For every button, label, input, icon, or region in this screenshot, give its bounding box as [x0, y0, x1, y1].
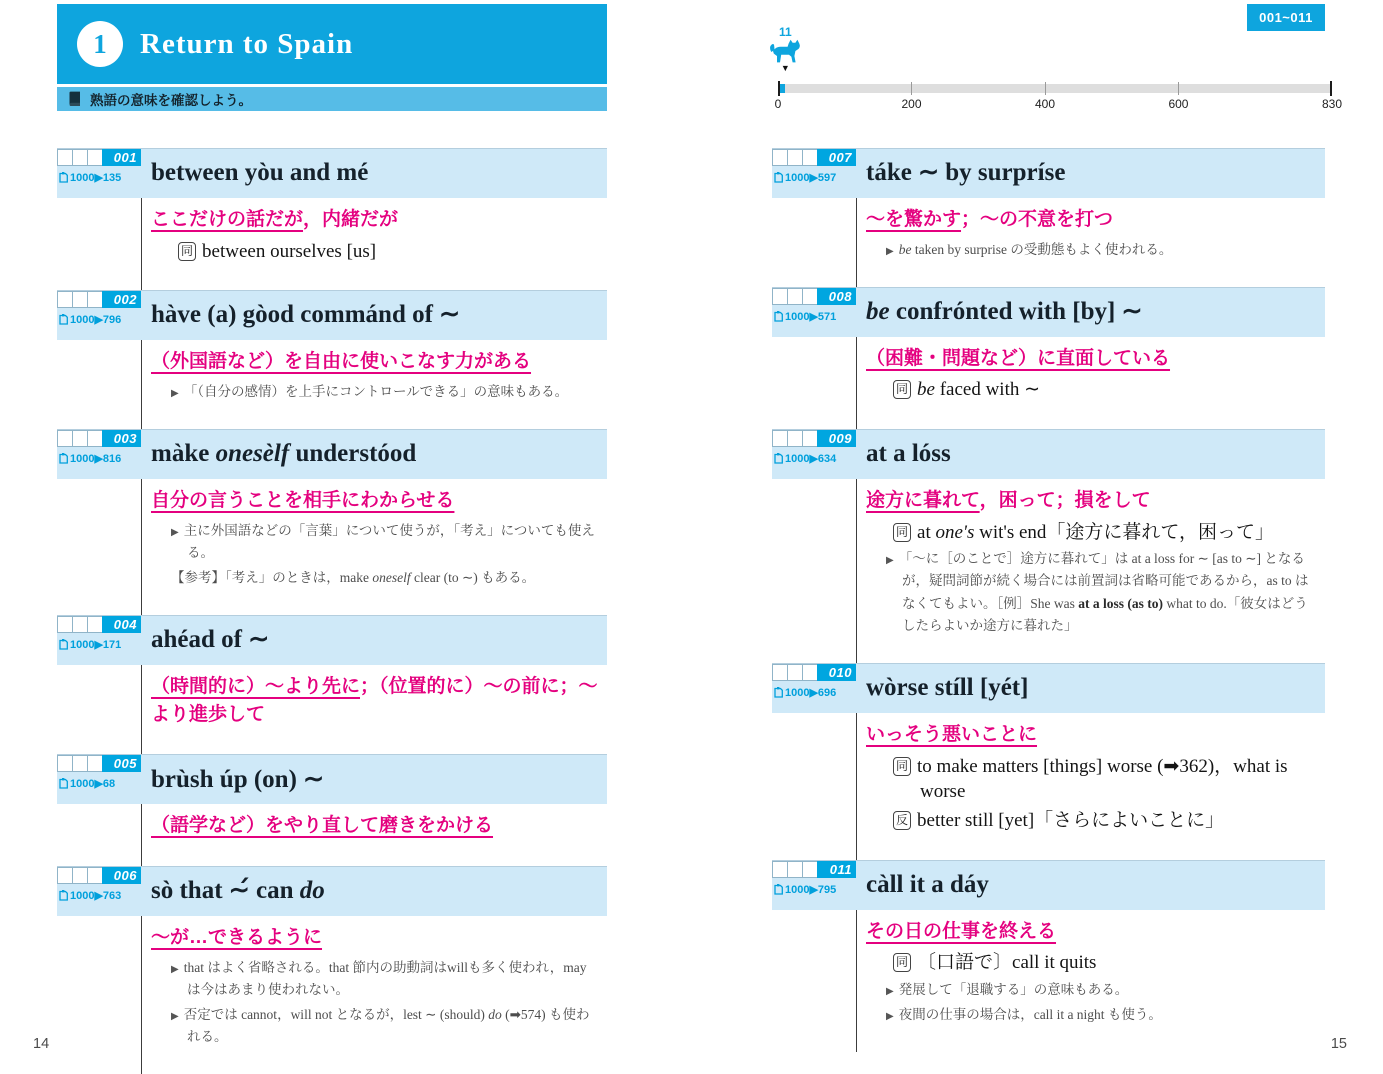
entry-number-badge: 004 [102, 616, 141, 633]
entry-left-column [57, 430, 141, 479]
text-run: ；～の不意を打つ [961, 209, 1114, 230]
badge-row [772, 288, 856, 305]
entry-body [141, 665, 607, 728]
review-checkbox[interactable] [57, 867, 73, 884]
review-checkbox[interactable] [802, 430, 818, 447]
meaning-text [866, 918, 1321, 946]
text-run: càll it a dáy [866, 870, 989, 898]
text-run: hàve (a) gòod commánd of ∼ [151, 301, 461, 329]
review-checkbox[interactable] [72, 867, 88, 884]
meaning-text [151, 924, 603, 952]
meaning-text [866, 721, 1321, 749]
booklet-icon [774, 172, 783, 183]
text-run: wòrse stíll [yét] [866, 674, 1029, 702]
entry-number-badge: 006 [102, 867, 141, 884]
entry-header-band [772, 663, 1325, 713]
text-run: いっそう悪いことに [866, 724, 1038, 746]
booklet-icon [59, 172, 68, 183]
progress-tick [911, 82, 912, 95]
entry-left-column [57, 867, 141, 916]
idiom-phrase [856, 430, 1325, 479]
wordbook-ref [57, 638, 141, 651]
entry-header-band [772, 429, 1325, 479]
review-checkbox[interactable] [57, 616, 73, 633]
usage-note [886, 979, 1321, 1001]
synonym-marker: 同 [893, 757, 911, 776]
review-checkbox[interactable] [72, 755, 88, 772]
text-run: one's [935, 521, 975, 543]
synonym-line [896, 754, 1321, 805]
review-checkbox[interactable] [772, 288, 788, 305]
idiom-phrase [856, 664, 1325, 713]
progress-tick-label: 0 [774, 97, 782, 111]
review-checkbox[interactable] [802, 861, 818, 878]
progress-tick [778, 81, 780, 96]
book-icon [67, 91, 82, 107]
usage-note [886, 1004, 1321, 1026]
wordbook-ref [57, 889, 141, 902]
wordbook-ref-text: 1000▶135 [70, 172, 122, 184]
idiom-entry [772, 663, 1325, 833]
booklet-icon [59, 778, 68, 789]
badge-row [57, 616, 141, 633]
text-run: wit's end「途方に暮れて，困って」 [974, 521, 1275, 543]
entry-left-column [772, 861, 856, 910]
text-run: ここだけの話だが [151, 209, 304, 230]
idiom-entry [57, 429, 607, 589]
review-checkbox[interactable] [802, 288, 818, 305]
entry-left-column [772, 430, 856, 479]
idiom-entry [57, 290, 607, 403]
text-run: 〔口語で〕call it quits [917, 952, 1097, 974]
wordbook-ref-text: 1000▶696 [785, 687, 837, 700]
synonym-line [181, 239, 603, 265]
review-checkbox[interactable] [87, 149, 103, 166]
page-number-right: 15 [1330, 1036, 1347, 1052]
usage-note [886, 548, 1321, 637]
progress-tick [1045, 82, 1046, 95]
synonym-marker: 同 [893, 953, 911, 972]
meaning-text [866, 487, 1321, 515]
entry-number-badge: 001 [102, 149, 141, 166]
text-run: ahéad of ∼ [151, 626, 270, 654]
wordbook-ref [57, 313, 141, 326]
entry-body [856, 337, 1325, 403]
text-run: （語学など）をやり直して磨きをかける [151, 815, 494, 837]
wordbook-ref [772, 452, 856, 465]
review-checkbox[interactable] [787, 149, 803, 166]
entries-right [772, 148, 1325, 1052]
unit-title: Return to Spain [140, 27, 354, 60]
wordbook-ref-text: 1000▶816 [70, 453, 122, 465]
progress-tick-label: 200 [901, 97, 922, 111]
review-checkbox[interactable] [57, 291, 73, 308]
text-run: ～が…できるように [151, 926, 323, 948]
idiom-entry [57, 148, 607, 264]
usage-note [171, 957, 603, 1002]
wordbook-ref-text: 1000▶795 [785, 883, 837, 896]
badge-row [772, 430, 856, 447]
text-run: ～を驚かす [866, 209, 962, 230]
text-run: that はよく省略される。that 節内の助動詞はwillも多く使われ，may は今はあまり使われない。 [183, 959, 587, 997]
entries-left [57, 148, 607, 1074]
text-run: ，内緒だが [303, 209, 399, 230]
entry-header-band [57, 148, 607, 198]
text-run: confrónted with [by] ∼ [889, 297, 1143, 325]
text-run: clear (to ∼) もある。 [410, 570, 536, 586]
meaning-text [151, 673, 603, 728]
text-run: màke [151, 440, 216, 468]
entry-left-column [57, 755, 141, 804]
review-checkbox[interactable] [772, 861, 788, 878]
wordbook-ref [772, 310, 856, 323]
entry-range-badge: 001~011 [1247, 4, 1325, 31]
note-bullet-icon: ▶ [886, 985, 894, 997]
entry-number-badge: 011 [817, 861, 856, 878]
entry-header-band [772, 287, 1325, 337]
entry-body [141, 198, 607, 264]
note-bullet-icon: ▶ [886, 555, 894, 567]
text-run: （外国語など）を自由に使いこなす力がある [151, 351, 532, 373]
page-left [57, 0, 607, 1074]
review-checkbox[interactable] [802, 664, 818, 681]
entry-left-column [57, 291, 141, 340]
idiom-phrase [141, 867, 607, 916]
review-checkbox[interactable] [772, 664, 788, 681]
text-run: between yòu and mé [151, 159, 369, 187]
text-run: oneself [372, 570, 411, 586]
review-checkbox[interactable] [72, 291, 88, 308]
entry-left-column [57, 616, 141, 665]
text-run: 主に外国語などの「言葉」について使うが，「考え」についても使える。 [183, 522, 595, 560]
meaning-text [151, 487, 603, 515]
booklet-icon [774, 884, 783, 895]
entry-number-badge: 008 [817, 288, 856, 305]
entry-number-badge: 003 [102, 430, 141, 447]
entry-left-column [772, 664, 856, 713]
badge-row [57, 291, 141, 308]
meaning-text [151, 348, 603, 376]
text-run: (➡574) も使われる。 [187, 1007, 590, 1045]
text-run: at [917, 521, 936, 543]
text-run: 途方に暮れて [866, 490, 980, 511]
idiom-entry [772, 148, 1325, 261]
page-number-left: 14 [33, 1036, 50, 1052]
text-run: 【参考】「考え」のときは，make [171, 570, 373, 586]
entry-left-column [772, 288, 856, 337]
text-run: ，困って；損をして [979, 490, 1151, 511]
review-checkbox[interactable] [87, 616, 103, 633]
entry-left-column [772, 149, 856, 198]
text-run: 発展して「退職する」の意味もある。 [898, 981, 1129, 997]
unit-header [57, 4, 607, 84]
text-run: 「～に［のことで］途方に暮れて」は at a loss for ∼ [as to ∼] となるが，疑問詞節が続く場合には前置詞は省略可能であるから，as to はなくてもよい。［例］She was [898, 551, 1309, 611]
text-run: be [866, 297, 890, 325]
review-checkbox[interactable] [772, 430, 788, 447]
synonym-line [896, 377, 1321, 403]
entry-body [856, 910, 1325, 1027]
entry-header-band [57, 866, 607, 916]
text-run: brùsh úp (on) ∼ [151, 765, 325, 793]
entry-body [141, 804, 607, 840]
usage-note [171, 381, 603, 403]
text-run: その日の仕事を終える [866, 920, 1057, 942]
wordbook-ref [772, 883, 856, 896]
booklet-icon [59, 453, 68, 464]
booklet-icon [774, 453, 783, 464]
synonym-line [896, 950, 1321, 976]
review-checkbox[interactable] [72, 430, 88, 447]
text-run: 夜間の仕事の場合は，call it a night も使う。 [898, 1007, 1162, 1023]
booklet-icon [774, 311, 783, 322]
meaning-text [151, 206, 603, 234]
text-run: what to do.「彼女はどうしたらよいか途方に暮れた」 [902, 595, 1308, 633]
antonym-line [896, 808, 1321, 834]
review-checkbox[interactable] [57, 430, 73, 447]
entry-number-badge: 010 [817, 664, 856, 681]
text-run: ；（位置的に）～の前に；～より進歩して [151, 676, 598, 725]
wordbook-ref-text: 1000▶763 [70, 889, 122, 902]
entry-body [141, 340, 607, 403]
text-run: do [299, 877, 325, 905]
entry-header-band [57, 615, 607, 665]
review-checkbox[interactable] [87, 430, 103, 447]
entry-body [856, 198, 1325, 261]
review-checkbox[interactable] [772, 149, 788, 166]
idiom-phrase [141, 149, 607, 198]
text-run: understóod [289, 440, 417, 468]
note-bullet-icon: ▶ [886, 1011, 894, 1023]
text-run: faced with ∼ [934, 379, 1041, 401]
idiom-phrase [141, 755, 607, 804]
progress-tick [1330, 81, 1332, 96]
review-checkbox[interactable] [57, 755, 73, 772]
meaning-text [866, 345, 1321, 373]
synonym-marker: 同 [893, 523, 911, 542]
review-checkbox[interactable] [787, 288, 803, 305]
booklet-icon [59, 890, 68, 901]
cat-mascot-icon [768, 39, 802, 65]
text-run: better still [yet]「さらによいことに」 [917, 810, 1225, 832]
text-run: 自分の言うことを相手にわからせる [151, 490, 455, 511]
idiom-phrase [856, 288, 1325, 337]
progress-tick-label: 600 [1168, 97, 1189, 111]
wordbook-ref-text: 1000▶68 [70, 778, 116, 791]
progress-marker [768, 26, 802, 73]
text-run: táke ∼ by surpríse [866, 159, 1066, 187]
wordbook-ref [57, 171, 141, 184]
unit-number-badge: 1 [77, 21, 123, 67]
text-run: be [917, 379, 935, 401]
reference-note [171, 567, 603, 589]
idiom-entry [772, 429, 1325, 637]
wordbook-ref [57, 452, 141, 465]
text-run: between ourselves [us] [202, 240, 377, 262]
review-checkbox[interactable] [57, 149, 73, 166]
entry-body [856, 479, 1325, 637]
antonym-marker: 反 [893, 811, 911, 830]
idiom-phrase [141, 291, 607, 340]
idiom-phrase [141, 616, 607, 665]
review-checkbox[interactable] [787, 861, 803, 878]
text-run: do [488, 1007, 502, 1023]
text-run: （時間的に）～より先に [151, 676, 361, 698]
meaning-text [866, 206, 1321, 234]
synonym-line [896, 520, 1321, 546]
instruction-bar [57, 87, 607, 111]
wordbook-ref-text: 1000▶571 [785, 310, 837, 323]
idiom-entry [772, 860, 1325, 1027]
entry-header-band [772, 860, 1325, 910]
text-run: onesèlf [215, 440, 290, 468]
text-run: （困難・問題など）に直面している [866, 347, 1171, 369]
text-run: be [898, 241, 912, 257]
badge-row [57, 430, 141, 447]
wordbook-ref-text: 1000▶597 [785, 172, 837, 184]
badge-row [57, 149, 141, 166]
wordbook-ref-text: 1000▶634 [785, 453, 837, 465]
entry-left-column [57, 149, 141, 198]
wordbook-ref-text: 1000▶171 [70, 639, 122, 652]
idiom-phrase [856, 861, 1325, 910]
usage-note [886, 239, 1321, 261]
booklet-icon [774, 687, 783, 698]
text-run: at a loss (as to) [1078, 595, 1163, 611]
synonym-marker: 同 [178, 242, 196, 261]
meaning-text [151, 812, 603, 840]
idiom-entry [772, 287, 1325, 403]
entry-body [856, 713, 1325, 833]
progress-bar [774, 25, 1343, 111]
progress-tick-label: 830 [1321, 97, 1343, 111]
idiom-entry [57, 615, 607, 728]
text-run: 「（自分の感情）を上手にコントロールできる」の意味もある。 [183, 383, 569, 399]
entry-header-band [772, 148, 1325, 198]
text-run: 否定では cannot，will not となるが，lest ∼ (should) [183, 1007, 489, 1023]
note-bullet-icon: ▶ [171, 387, 179, 399]
idiom-phrase [856, 149, 1325, 198]
text-run: at a lóss [866, 440, 951, 468]
review-checkbox[interactable] [72, 616, 88, 633]
synonym-marker: 同 [893, 380, 911, 399]
instruction-text: 熟語の意味を確認しよう。 [90, 93, 252, 108]
progress-current-value: 11 [778, 25, 792, 39]
usage-note [171, 1004, 603, 1049]
wordbook-ref [772, 171, 856, 184]
review-checkbox[interactable] [87, 291, 103, 308]
entry-number-badge: 009 [817, 430, 856, 447]
note-bullet-icon: ▶ [886, 245, 894, 257]
review-checkbox[interactable] [72, 149, 88, 166]
text-run: taken by surprise の受動態もよく使われる。 [911, 241, 1173, 257]
entry-number-badge: 007 [817, 149, 856, 166]
note-bullet-icon: ▶ [171, 526, 179, 538]
entry-header-band [57, 429, 607, 479]
note-bullet-icon: ▶ [171, 1011, 179, 1023]
usage-note [171, 520, 603, 565]
review-checkbox[interactable] [87, 755, 103, 772]
note-bullet-icon: ▶ [171, 963, 179, 975]
entry-number-badge: 005 [102, 755, 141, 772]
booklet-icon [59, 639, 68, 650]
review-checkbox[interactable] [802, 149, 818, 166]
idiom-phrase [141, 430, 607, 479]
badge-row [772, 149, 856, 166]
wordbook-ref [57, 777, 141, 790]
entry-body [141, 479, 607, 589]
idiom-entry [57, 866, 607, 1049]
entry-header-band [57, 290, 607, 340]
review-checkbox[interactable] [787, 430, 803, 447]
booklet-icon [59, 314, 68, 325]
progress-tick [1178, 82, 1179, 95]
review-checkbox[interactable] [87, 867, 103, 884]
entry-header-band [57, 754, 607, 804]
wordbook-ref [772, 686, 856, 699]
progress-pointer-icon: ▼ [780, 63, 790, 74]
entry-body [141, 916, 607, 1049]
entry-number-badge: 002 [102, 291, 141, 308]
wordbook-ref-text: 1000▶796 [70, 314, 122, 327]
badge-row [772, 664, 856, 681]
text-run: sò that ∼́ can [151, 877, 300, 905]
badge-row [57, 867, 141, 884]
badge-row [57, 755, 141, 772]
review-checkbox[interactable] [787, 664, 803, 681]
badge-row [772, 861, 856, 878]
text-run: to make matters [things] worse (➡362)，what is worse [917, 755, 1288, 803]
idiom-entry [57, 754, 607, 840]
progress-tick-label: 400 [1034, 97, 1055, 111]
